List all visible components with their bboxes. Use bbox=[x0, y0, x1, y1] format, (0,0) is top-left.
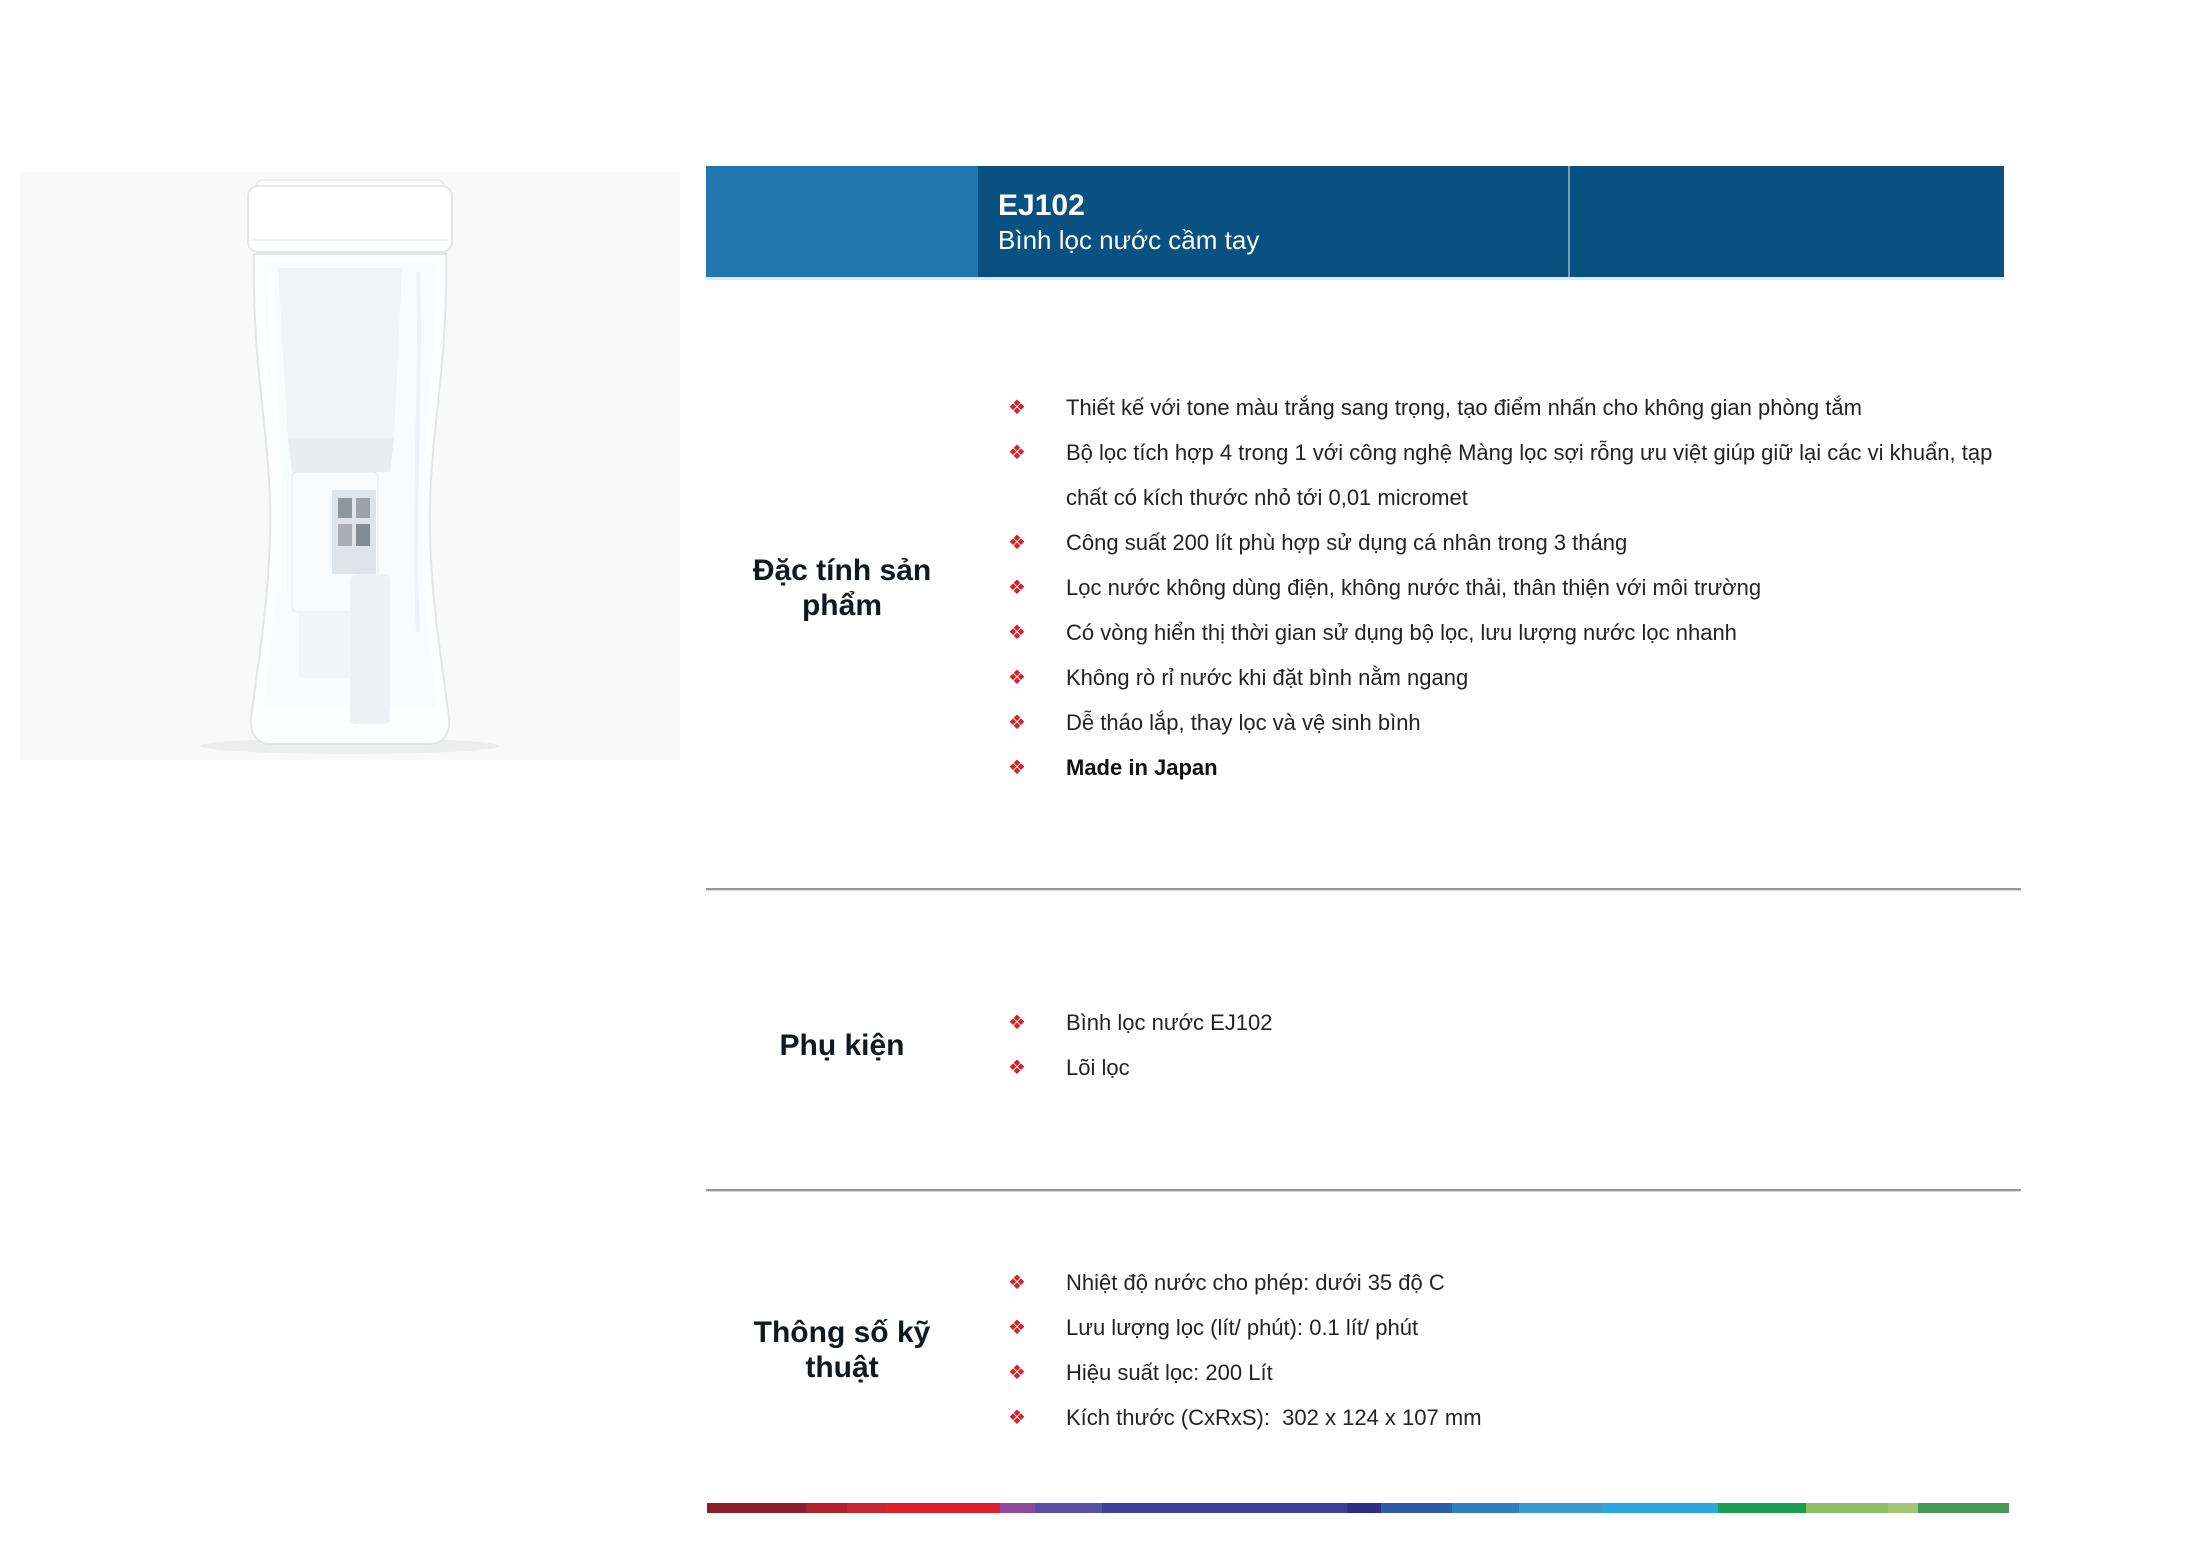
header-bar bbox=[706, 166, 2004, 277]
product-model: EJ102 bbox=[998, 188, 1085, 222]
product-photo bbox=[20, 172, 680, 760]
accessory-item-text: Bình lọc nước EJ102 bbox=[1066, 1010, 1273, 1035]
feature-item-text: Công suất 200 lít phù hợp sử dụng cá nhân trong 3 tháng bbox=[1066, 530, 1628, 555]
diamond-bullet-icon: ❖ bbox=[1008, 395, 1026, 419]
gradient-segment bbox=[1035, 1503, 1101, 1513]
section-label-column bbox=[706, 385, 978, 790]
gradient-segment bbox=[1102, 1503, 1348, 1513]
gradient-segment bbox=[1000, 1503, 1035, 1513]
section-accessories-label: Phụ kiện bbox=[779, 1028, 905, 1062]
gradient-segment bbox=[1806, 1503, 1887, 1513]
feature-item bbox=[1000, 655, 2021, 700]
diamond-bullet-icon: ❖ bbox=[1008, 1360, 1026, 1384]
section-label-column bbox=[706, 1000, 978, 1090]
header-underline bbox=[706, 277, 2004, 280]
header-accent-segment bbox=[706, 166, 978, 277]
spec-item bbox=[1000, 1395, 2021, 1440]
spec-item-text: Lưu lượng lọc (lít/ phút): 0.1 lít/ phút bbox=[1066, 1315, 1419, 1340]
header-title-segment bbox=[978, 166, 1570, 277]
diamond-bullet-icon: ❖ bbox=[1008, 575, 1026, 599]
feature-item-text: Dễ tháo lắp, thay lọc và vệ sinh bình bbox=[1066, 710, 1421, 735]
gradient-segment bbox=[1918, 1503, 2009, 1513]
feature-item bbox=[1000, 745, 2021, 790]
gradient-segment bbox=[1888, 1503, 1918, 1513]
diamond-bullet-icon: ❖ bbox=[1008, 1405, 1026, 1429]
section-accessories bbox=[706, 1000, 2021, 1090]
accessory-item bbox=[1000, 1045, 2021, 1090]
gradient-segment bbox=[806, 1503, 846, 1513]
accessory-item bbox=[1000, 1000, 2021, 1045]
product-photo-panel bbox=[20, 172, 680, 760]
diamond-bullet-icon: ❖ bbox=[1008, 1315, 1026, 1339]
gradient-segment bbox=[1381, 1503, 1452, 1513]
spec-item bbox=[1000, 1305, 2021, 1350]
gradient-segment bbox=[707, 1503, 806, 1513]
section-label-column bbox=[706, 1260, 978, 1440]
feature-item bbox=[1000, 520, 2021, 565]
diamond-bullet-icon: ❖ bbox=[1008, 1055, 1026, 1079]
gradient-segment bbox=[847, 1503, 885, 1513]
feature-item-text: Thiết kế với tone màu trắng sang trọng, tạo điểm nhấn cho không gian phòng tắm bbox=[1066, 395, 1862, 420]
feature-item-text: Bộ lọc tích hợp 4 trong 1 với công nghệ Màng lọc sợi rỗng ưu việt giúp giữ lại các vi khuẩn, tạp chất có kích thước nhỏ tới 0,01 micromet bbox=[1066, 440, 1999, 510]
feature-item bbox=[1000, 565, 2021, 610]
diamond-bullet-icon: ❖ bbox=[1008, 440, 1026, 464]
diamond-bullet-icon: ❖ bbox=[1008, 710, 1026, 734]
gradient-segment bbox=[1519, 1503, 1603, 1513]
footer-gradient-bar bbox=[707, 1503, 2009, 1513]
section-divider bbox=[706, 888, 2021, 891]
accessory-item-text: Lõi lọc bbox=[1066, 1055, 1130, 1080]
feature-item bbox=[1000, 700, 2021, 745]
spec-list bbox=[1000, 1260, 2021, 1440]
gradient-segment bbox=[1347, 1503, 1380, 1513]
section-features-label: Đặc tính sản phẩm bbox=[752, 553, 932, 622]
section-specs-label: Thông số kỹ thuật bbox=[753, 1316, 931, 1384]
spec-item bbox=[1000, 1350, 2021, 1395]
section-specs bbox=[706, 1260, 2021, 1440]
feature-item-text: Lọc nước không dùng điện, không nước thải, thân thiện với môi trường bbox=[1066, 575, 1762, 600]
diamond-bullet-icon: ❖ bbox=[1008, 530, 1026, 554]
gradient-segment bbox=[1603, 1503, 1717, 1513]
accessory-list bbox=[1000, 1000, 2021, 1090]
header-right-segment bbox=[1570, 166, 2004, 277]
product-name: Bình lọc nước cầm tay bbox=[998, 224, 1260, 255]
feature-list bbox=[1000, 385, 2021, 790]
diamond-bullet-icon: ❖ bbox=[1008, 665, 1026, 689]
gradient-segment bbox=[1718, 1503, 1806, 1513]
spec-item-text: Nhiệt độ nước cho phép: dưới 35 độ C bbox=[1066, 1270, 1445, 1295]
gradient-segment bbox=[885, 1503, 1000, 1513]
feature-item-text: Không rò rỉ nước khi đặt bình nằm ngang bbox=[1066, 665, 1469, 690]
feature-item bbox=[1000, 430, 2021, 520]
feature-item bbox=[1000, 610, 2021, 655]
feature-item-text: Có vòng hiển thị thời gian sử dụng bộ lọc, lưu lượng nước lọc nhanh bbox=[1066, 620, 1737, 645]
diamond-bullet-icon: ❖ bbox=[1008, 1270, 1026, 1294]
gradient-segment bbox=[1452, 1503, 1519, 1513]
diamond-bullet-icon: ❖ bbox=[1008, 1010, 1026, 1034]
diamond-bullet-icon: ❖ bbox=[1008, 755, 1026, 779]
spec-item bbox=[1000, 1260, 2021, 1305]
feature-item-text: Made in Japan bbox=[1066, 755, 1218, 780]
feature-item bbox=[1000, 385, 2021, 430]
spec-item-text: Kích thước (CxRxS): 302 x 124 x 107 mm bbox=[1066, 1405, 1482, 1430]
section-divider bbox=[706, 1189, 2021, 1192]
spec-item-text: Hiệu suất lọc: 200 Lít bbox=[1066, 1360, 1273, 1385]
diamond-bullet-icon: ❖ bbox=[1008, 620, 1026, 644]
section-features bbox=[706, 385, 2021, 790]
